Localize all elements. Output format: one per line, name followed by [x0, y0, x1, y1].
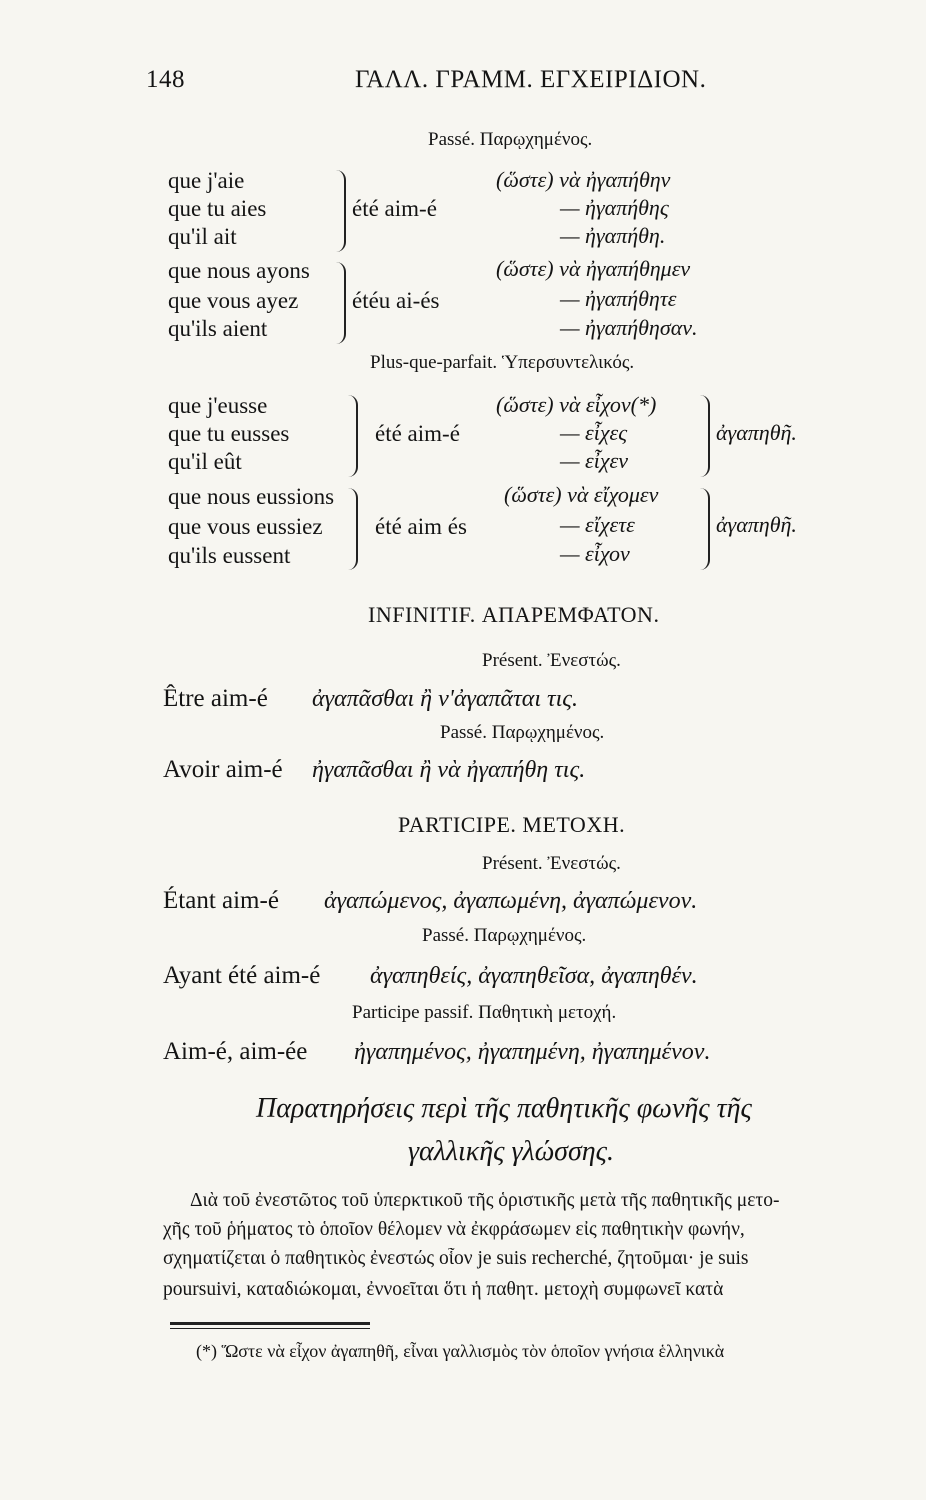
infinitif-heading: INFINITIF. ΑΠΑΡΕΜΦΑΤΟΝ. — [368, 602, 660, 627]
conj-gr: (ὥστε) νὰ εἶχον(*) — [496, 392, 657, 417]
auxiliary-verb: été aim és — [375, 514, 467, 539]
observations-title-cont: γαλλικῆς γλώσσης. — [408, 1136, 615, 1167]
paragraph-line: σχηματίζεται ὁ παθητικὸς ἐνεστώς οἷον je suis recherché, ζητοῦμαι· je suis — [163, 1248, 749, 1269]
participle-suffix: ἀγαπηθῆ. — [716, 420, 797, 445]
brace — [348, 488, 358, 570]
conj-gr: (ὥστε) νὰ εἴχομεν — [504, 482, 659, 507]
infinitif-passe-fr: Avoir aim-é — [163, 756, 283, 783]
paragraph-line: χῆς τοῦ ῥήματος τὸ ὁποῖον θέλομεν νὰ ἐκφράσωμεν εἰς παθητικὴν φωνήν, — [163, 1219, 745, 1240]
auxiliary-verb: été aim-é — [375, 421, 460, 446]
conj-gr: — ἠγαπήθης — [560, 195, 669, 220]
participe-present-gr: ἀγαπώμενος, ἀγαπωμένη, ἀγαπώμενον. — [324, 888, 698, 914]
participle-suffix: ἀγαπηθῆ. — [716, 512, 797, 537]
running-title: ΓΑΛΛ. ΓΡΑΜΜ. ΕΓΧΕΙΡΙΔΙΟΝ. — [355, 66, 707, 93]
infinitif-passe-gr: ἠγαπᾶσθαι ἢ νὰ ἠγαπήθη τις. — [312, 757, 586, 783]
conj-fr: que nous eussions — [168, 484, 335, 509]
conj-gr: — ἠγαπήθητε — [560, 286, 677, 311]
present-label: Présent. Ἐνεστώς. — [482, 853, 621, 874]
participe-passe-gr: ἀγαπηθείς, ἀγαπηθεῖσα, ἀγαπηθέν. — [370, 963, 698, 989]
conj-fr: que j'aie — [168, 168, 245, 193]
participe-present-fr: Étant aim-é — [163, 887, 279, 914]
conj-fr: qu'ils aient — [168, 316, 268, 341]
conj-gr: (ὥστε) νὰ ἠγαπήθην — [496, 167, 671, 192]
infinitif-present-gr: ἀγαπᾶσθαι ἢ ν'ἀγαπᾶται τις. — [312, 686, 578, 712]
passe-label: Passé. Παρῳχημένος. — [440, 722, 605, 743]
passe-label: Passé. Παρῳχημένος. — [422, 925, 587, 946]
conj-fr: qu'il ait — [168, 224, 237, 249]
auxiliary-verb: été aim-é — [352, 196, 437, 221]
footnote-rule — [170, 1328, 370, 1329]
conj-fr: que tu eusses — [168, 421, 290, 446]
conj-fr: que tu aies — [168, 196, 267, 221]
conj-fr: qu'ils eussent — [168, 543, 291, 568]
participe-passif-gr: ἠγαπημένος, ἠγαπημένη, ἠγαπημένον. — [354, 1039, 711, 1065]
paragraph-line: poursuivi, καταδιώκομαι, ἐννοεῖται ὅτι ἡ παθητ. μετοχὴ συμφωνεῖ κατὰ — [163, 1279, 724, 1300]
auxiliary-verb: étéu ai-és — [352, 288, 440, 313]
page-number: 148 — [146, 66, 185, 93]
conj-fr: que vous ayez — [168, 288, 299, 313]
present-label: Présent. Ἐνεστώς. — [482, 650, 621, 671]
brace — [348, 395, 358, 477]
conj-fr: que vous eussiez — [168, 514, 323, 539]
passif-label: Participe passif. Παθητικὴ μετοχή. — [352, 1002, 617, 1023]
observations-title: Παρατηρήσεις περὶ τῆς παθητικῆς φωνῆς τῆς — [256, 1093, 752, 1124]
conj-gr: — ἠγαπήθησαν. — [560, 315, 698, 340]
infinitif-present-fr: Être aim-é — [163, 685, 268, 712]
footnote-rule — [170, 1322, 370, 1325]
brace — [700, 395, 710, 477]
participe-passe-fr: Ayant été aim-é — [163, 962, 321, 989]
footnote: (*) Ὥστε νὰ εἶχον ἀγαπηθῆ, εἶναι γαλλισμὸς τὸν ὁποῖον γνήσια ἑλληνικὰ — [196, 1341, 725, 1361]
conj-gr: (ὥστε) νὰ ἠγαπήθημεν — [496, 256, 691, 281]
brace — [336, 262, 346, 344]
conj-gr: — ἠγαπήθη. — [560, 223, 666, 248]
conj-fr: que nous ayons — [168, 258, 310, 283]
conj-gr: — εἶχες — [560, 420, 628, 445]
brace — [700, 488, 710, 570]
pqp-heading: Plus-que-parfait. Ὑπερσυντελικός. — [370, 352, 635, 373]
brace — [336, 170, 346, 252]
conj-gr: — εἶχεν — [560, 448, 628, 473]
conj-gr: — εἶχον — [560, 541, 630, 566]
participe-heading: PARTICIPE. ΜΕΤΟΧΗ. — [398, 812, 626, 837]
paragraph-line: Διὰ τοῦ ἐνεστῶτος τοῦ ὑπερκτικοῦ τῆς ὁριστικῆς μετὰ τῆς παθητικῆς μετο- — [190, 1190, 780, 1211]
participe-passif-fr: Aim-é, aim-ée — [163, 1038, 308, 1065]
conj-gr: — εἴχετε — [560, 512, 635, 537]
passe-heading: Passé. Παρῳχημένος. — [428, 129, 593, 150]
conj-fr: que j'eusse — [168, 393, 268, 418]
conj-fr: qu'il eût — [168, 449, 242, 474]
